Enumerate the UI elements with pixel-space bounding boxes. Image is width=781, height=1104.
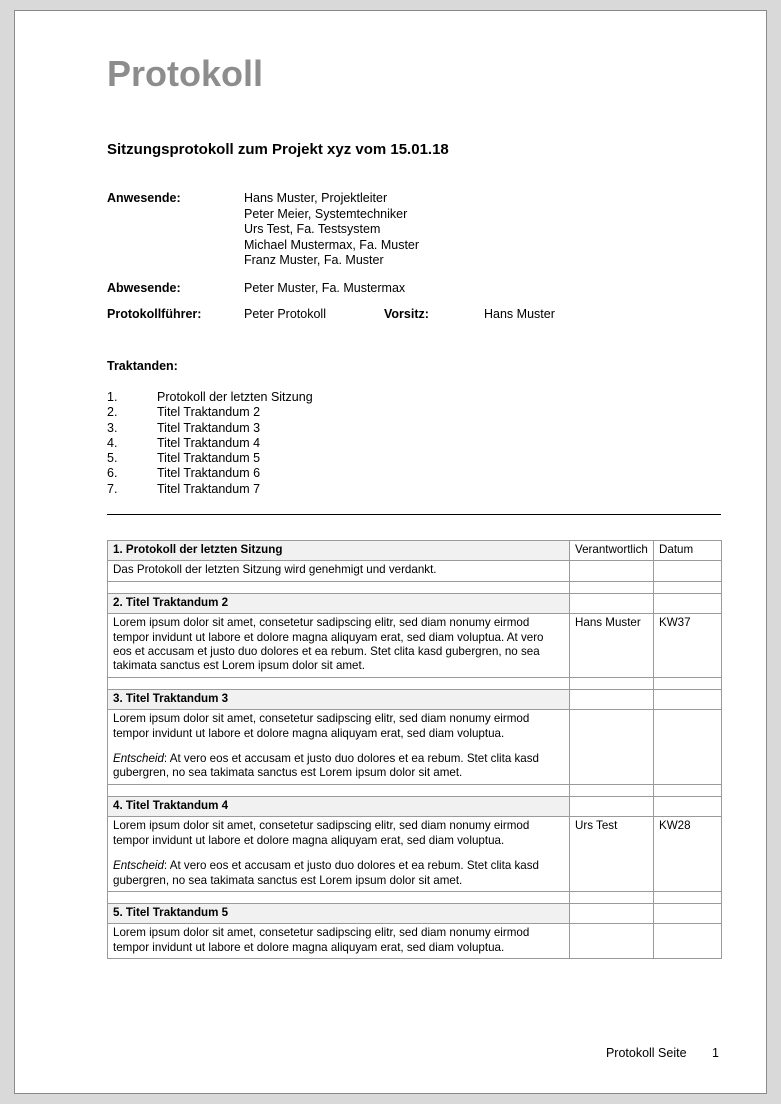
absentees-label: Abwesende: <box>107 280 181 295</box>
attendees-row <box>107 191 707 269</box>
chair-label: Vorsitz: <box>384 306 429 321</box>
responsible-cell: Urs Test <box>570 817 654 892</box>
agenda-label: Titel Traktandum 3 <box>157 420 261 435</box>
agenda-number: 5. <box>107 451 118 466</box>
table-row <box>108 903 722 923</box>
attendee-item: Hans Muster, Projektleiter <box>244 191 388 205</box>
spacer-cell <box>108 891 570 903</box>
table-row <box>108 796 722 816</box>
responsible-cell <box>570 561 654 581</box>
section-title: 1. Protokoll der letzten Sitzung <box>108 541 570 561</box>
spacer-cell <box>570 891 654 903</box>
agenda-number: 6. <box>107 466 118 481</box>
section-body <box>108 614 570 678</box>
minutes-keeper-value: Peter Protokoll <box>244 306 326 321</box>
agenda-label: Titel Traktandum 5 <box>157 451 261 466</box>
date-cell <box>654 796 722 816</box>
minutes-table <box>107 540 722 959</box>
list-item <box>107 436 313 451</box>
attendee-item: Franz Muster, Fa. Muster <box>244 253 384 267</box>
agenda-number: 1. <box>107 390 118 404</box>
list-item <box>107 451 313 466</box>
table-row <box>108 593 722 613</box>
spacer-cell <box>108 784 570 796</box>
paragraph <box>113 859 564 888</box>
list-item <box>107 405 313 420</box>
table-row <box>108 817 722 892</box>
decision-text: : At vero eos et accusam et justo duo dolores et ea rebum. Stet clita kasd gubergren, no sea takimata sanctus est Lorem ipsum dolor sit amet. <box>113 859 539 887</box>
responsible-cell: Hans Muster <box>570 614 654 678</box>
agenda-label: Titel Traktandum 7 <box>157 481 261 496</box>
table-spacer-row <box>108 677 722 689</box>
section-body <box>108 924 570 959</box>
date-cell: KW28 <box>654 817 722 892</box>
section-title: 2. Titel Traktandum 2 <box>108 593 570 613</box>
decision-label: Entscheid <box>113 752 164 766</box>
spacer <box>107 269 707 281</box>
attendee-item: Michael Mustermax, Fa. Muster <box>244 237 420 252</box>
agenda-label: Titel Traktandum 6 <box>157 466 261 481</box>
spacer-cell <box>654 784 722 796</box>
responsible-cell <box>570 710 654 785</box>
responsible-cell <box>570 689 654 709</box>
table-row <box>108 614 722 678</box>
page-title: Protokoll <box>107 53 264 94</box>
date-cell <box>654 593 722 613</box>
section-body <box>108 710 570 785</box>
paragraph: Lorem ipsum dolor sit amet, consetetur sadipscing elitr, sed diam nonumy eirmod tempor invidunt ut labore et dolore magna aliquyam erat, sed diam voluptua. At vero eos et accusam et justo duo dolores et ea rebum. Stet clita kasd gubergren, no sea takimata sanctus est Lorem ipsum dolor sit amet. <box>113 616 544 673</box>
table-row <box>108 689 722 709</box>
document-page <box>14 10 767 1094</box>
page-number: 1 <box>712 1046 719 1060</box>
minutes-keeper-label: Protokollführer: <box>107 306 202 321</box>
section-body <box>108 817 570 892</box>
table-spacer-row <box>108 891 722 903</box>
paragraph: Lorem ipsum dolor sit amet, consetetur sadipscing elitr, sed diam nonumy eirmod tempor invidunt ut labore et dolore magna aliquyam erat, sed diam voluptua. <box>113 926 530 954</box>
table-row <box>108 561 722 581</box>
section-body: Das Protokoll der letzten Sitzung wird genehmigt und verdankt. <box>108 561 570 581</box>
footer-label: Protokoll Seite <box>605 1046 687 1060</box>
column-header-responsible: Verantwortlich <box>570 541 654 561</box>
spacer-cell <box>570 784 654 796</box>
spacer-cell <box>654 891 722 903</box>
spacer-cell <box>654 677 722 689</box>
date-cell <box>654 689 722 709</box>
table-row <box>108 710 722 785</box>
list-item <box>107 482 313 497</box>
section-title: 4. Titel Traktandum 4 <box>108 796 570 816</box>
section-title: 5. Titel Traktandum 5 <box>108 903 570 923</box>
spacer-cell <box>108 581 570 593</box>
list-item <box>107 421 313 436</box>
responsible-cell <box>570 593 654 613</box>
section-title: 3. Titel Traktandum 3 <box>108 689 570 709</box>
decision-label: Entscheid <box>113 859 164 873</box>
agenda-number: 4. <box>107 435 118 450</box>
divider <box>107 514 721 515</box>
table-spacer-row <box>108 784 722 796</box>
spacer-cell <box>570 581 654 593</box>
date-cell <box>654 710 722 785</box>
attendee-item: Peter Meier, Systemtechniker <box>244 206 408 221</box>
minutes-keeper-row <box>107 307 707 321</box>
date-cell: KW37 <box>654 614 722 678</box>
agenda-label: Protokoll der letzten Sitzung <box>157 390 313 404</box>
document-subtitle: Sitzungsprotokoll zum Projekt xyz vom 15.01.18 <box>107 141 449 158</box>
agenda-number: 2. <box>107 405 118 420</box>
attendees-label: Anwesende: <box>107 191 181 205</box>
list-item <box>107 390 313 405</box>
agenda-number: 7. <box>107 481 118 496</box>
spacer-cell <box>570 677 654 689</box>
page-content <box>15 11 766 1093</box>
responsible-cell <box>570 903 654 923</box>
chair-value: Hans Muster <box>484 306 555 321</box>
spacer-cell <box>108 677 570 689</box>
decision-text: : At vero eos et accusam et justo duo dolores et ea rebum. Stet clita kasd gubergren, no sea takimata sanctus est Lorem ipsum dolor sit amet. <box>113 752 539 780</box>
list-item <box>107 466 313 481</box>
attendees-list <box>244 191 707 269</box>
paragraph <box>113 752 564 781</box>
date-cell <box>654 561 722 581</box>
absentees-row <box>107 281 707 295</box>
date-cell <box>654 924 722 959</box>
responsible-cell <box>570 796 654 816</box>
agenda-list <box>107 390 313 497</box>
attendee-item: Urs Test, Fa. Testsystem <box>244 222 381 236</box>
table-row <box>108 541 722 561</box>
table-row <box>108 924 722 959</box>
spacer-cell <box>654 581 722 593</box>
paragraph: Lorem ipsum dolor sit amet, consetetur sadipscing elitr, sed diam nonumy eirmod tempor invidunt ut labore et dolore magna aliquyam erat, sed diam voluptua. <box>113 712 530 740</box>
meeting-metadata <box>107 191 707 321</box>
paragraph: Lorem ipsum dolor sit amet, consetetur sadipscing elitr, sed diam nonumy eirmod tempor invidunt ut labore et dolore magna aliquyam erat, sed diam voluptua. <box>113 819 530 847</box>
spacer <box>107 295 707 307</box>
agenda-heading: Traktanden: <box>107 359 178 373</box>
agenda-label: Titel Traktandum 4 <box>157 435 261 450</box>
page-footer <box>15 1046 719 1060</box>
agenda-label: Titel Traktandum 2 <box>157 405 261 420</box>
responsible-cell <box>570 924 654 959</box>
date-cell <box>654 903 722 923</box>
column-header-date: Datum <box>654 541 722 561</box>
agenda-number: 3. <box>107 420 118 435</box>
table-spacer-row <box>108 581 722 593</box>
absentees-value: Peter Muster, Fa. Mustermax <box>244 280 406 295</box>
